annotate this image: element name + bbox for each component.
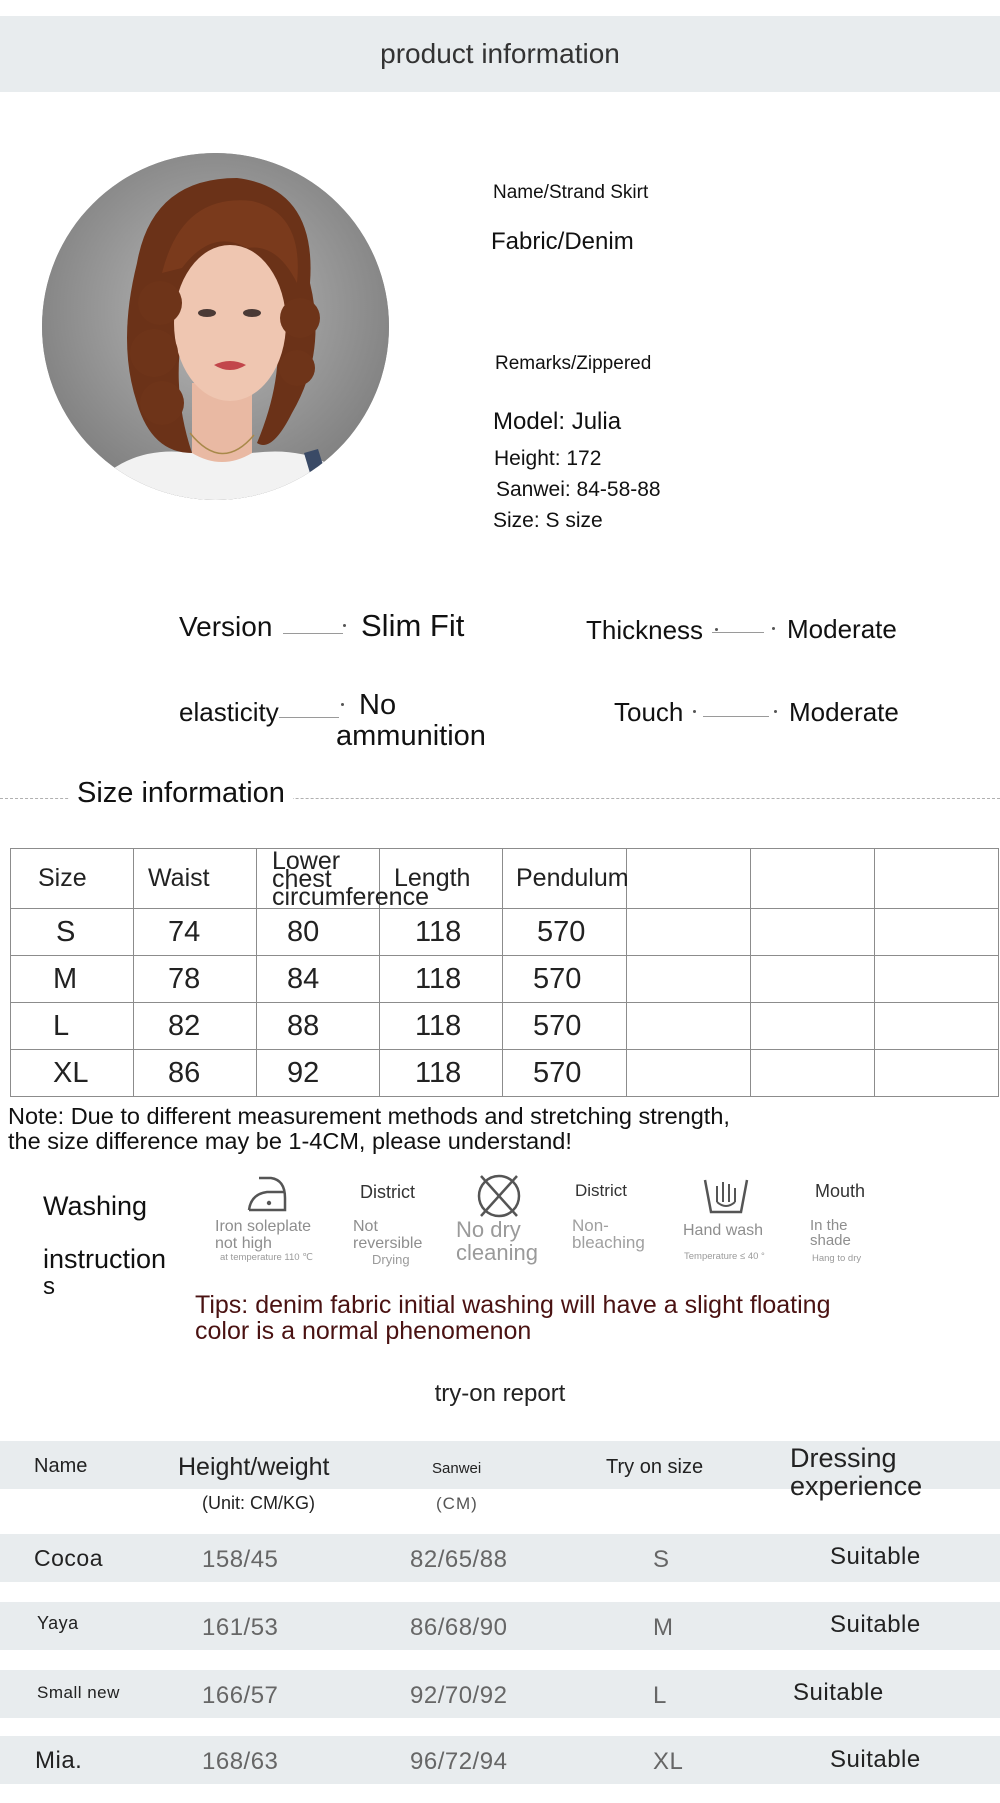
tryon-col-height-weight: Height/weight <box>178 1453 330 1481</box>
model-portrait <box>42 153 389 500</box>
wash-sub-iron: at temperature 110 ℃ <box>220 1252 313 1263</box>
version-value: Slim Fit <box>361 608 465 643</box>
tryon-experience: Suitable <box>830 1611 921 1638</box>
table-row <box>11 956 999 1003</box>
length-cell: 118 <box>380 909 503 956</box>
table-row <box>11 1003 999 1050</box>
empty-cell <box>627 909 751 956</box>
wash-label-line: Iron soleplate <box>215 1218 312 1235</box>
empty-cell <box>751 956 875 1003</box>
elasticity-value-line2: ammunition <box>336 720 486 752</box>
divider <box>279 717 339 718</box>
divider-dot <box>693 710 696 713</box>
tryon-col-sanwei-unit: (CM) <box>436 1494 478 1513</box>
washing-heading-line1: Washing <box>43 1191 148 1221</box>
tryon-experience: Suitable <box>793 1679 884 1706</box>
hand-wash-icon <box>701 1172 751 1221</box>
tryon-sanwei: 86/68/90 <box>410 1614 508 1641</box>
tryon-size: S <box>653 1546 670 1573</box>
divider <box>712 632 764 633</box>
empty-cell <box>875 909 999 956</box>
wash-title-district: District <box>360 1182 415 1202</box>
tryon-size: L <box>653 1682 667 1709</box>
tryon-name: Yaya <box>37 1613 79 1633</box>
wash-label-iron <box>215 1218 311 1252</box>
tryon-col-experience-line: experience <box>790 1471 923 1501</box>
empty-cell <box>627 1050 751 1097</box>
tryon-name: Small new <box>37 1683 120 1702</box>
tryon-name: Mia. <box>35 1747 83 1774</box>
table-row <box>11 909 999 956</box>
waist-cell: 82 <box>134 1003 257 1050</box>
empty-cell <box>751 1003 875 1050</box>
model-sanwei: Sanwei: 84-58-88 <box>496 478 661 501</box>
wash-label-line: In the <box>810 1217 848 1234</box>
waist-cell: 78 <box>134 956 257 1003</box>
tryon-experience: Suitable <box>830 1543 921 1570</box>
tryon-col-experience <box>790 1444 922 1500</box>
table-row <box>11 1050 999 1097</box>
size-info-title: Size information <box>69 777 293 810</box>
tryon-title: try-on report <box>434 1380 566 1407</box>
wash-sub-hang-to-dry: Hang to dry <box>812 1253 862 1264</box>
tryon-height-weight: 158/45 <box>202 1546 279 1573</box>
wash-label-line: No dry <box>456 1217 521 1242</box>
product-fabric: Fabric/Denim <box>491 228 634 255</box>
chest-cell: 92 <box>257 1050 380 1097</box>
wash-label-line: cleaning <box>456 1240 538 1265</box>
wash-title-district: District <box>575 1181 627 1200</box>
tryon-sanwei: 96/72/94 <box>410 1748 508 1775</box>
empty-cell <box>627 956 751 1003</box>
touch-value: Moderate <box>789 697 899 727</box>
tryon-experience: Suitable <box>830 1746 921 1773</box>
product-remarks: Remarks/Zippered <box>495 353 652 374</box>
size-cell: XL <box>11 1050 134 1097</box>
tryon-col-experience-line: Dressing <box>790 1443 897 1473</box>
divider-dot <box>341 703 344 706</box>
tryon-size: M <box>653 1614 674 1641</box>
version-label: Version <box>179 611 273 642</box>
wash-label-not-reversible <box>353 1218 422 1252</box>
tryon-size: XL <box>653 1748 684 1775</box>
empty-cell <box>751 849 875 909</box>
waist-cell: 86 <box>134 1050 257 1097</box>
length-cell: 118 <box>380 956 503 1003</box>
divider <box>283 633 343 634</box>
tryon-sanwei: 82/65/88 <box>410 1546 508 1573</box>
washing-tips-line2: color is a normal phenomenon <box>195 1317 532 1345</box>
divider-dot <box>343 624 346 627</box>
wash-label-hand-wash: Hand wash <box>683 1222 764 1239</box>
size-cell: L <box>11 1003 134 1050</box>
thickness-label: Thickness <box>586 615 704 645</box>
washing-heading-line2: instruction <box>43 1244 167 1274</box>
wash-label-line: Not <box>353 1218 378 1235</box>
chest-cell: 84 <box>257 956 380 1003</box>
divider <box>703 716 769 717</box>
divider-dot <box>772 627 775 630</box>
washing-tips-line1: Tips: denim fabric initial washing will have a slight floating <box>195 1291 831 1319</box>
model-height: Height: 172 <box>494 447 602 470</box>
washing-tips <box>195 1292 831 1344</box>
empty-cell <box>627 849 751 909</box>
col-header-waist: Waist <box>134 849 257 909</box>
chest-cell: 80 <box>257 909 380 956</box>
wash-title-mouth: Mouth <box>815 1181 866 1201</box>
pendulum-cell: 570 <box>503 1003 627 1050</box>
wash-label-line: reversible <box>353 1235 423 1252</box>
model-name: Model: Julia <box>493 408 622 435</box>
elasticity-label: elasticity <box>179 697 279 727</box>
pendulum-cell: 570 <box>503 909 627 956</box>
elasticity-value-line1: No <box>359 689 397 721</box>
wash-sub-temperature: Temperature ≤ 40 ° <box>684 1251 765 1262</box>
size-note-line2: the size difference may be 1-4CM, please understand! <box>8 1128 572 1154</box>
col-header-size: Size <box>11 849 134 909</box>
pendulum-cell: 570 <box>503 1050 627 1097</box>
wash-label-no-dry-cleaning <box>456 1218 538 1264</box>
empty-cell <box>751 1050 875 1097</box>
tryon-sanwei: 92/70/92 <box>410 1682 508 1709</box>
tryon-name: Cocoa <box>34 1545 103 1571</box>
col-header-lower-chest: Lower chest circumference <box>257 849 380 909</box>
tryon-col-name: Name <box>34 1455 88 1477</box>
wash-label-line: shade <box>810 1232 851 1249</box>
tryon-height-weight: 166/57 <box>202 1682 279 1709</box>
tryon-height-weight: 161/53 <box>202 1614 279 1641</box>
tryon-col-sanwei: Sanwei <box>432 1460 482 1477</box>
washing-heading-line3: s <box>43 1273 55 1300</box>
wash-label-line: Non- <box>572 1216 609 1235</box>
thickness-value: Moderate <box>787 614 897 644</box>
tryon-col-size: Try on size <box>606 1456 704 1478</box>
size-cell: M <box>11 956 134 1003</box>
wash-label-line: bleaching <box>572 1233 645 1252</box>
page-title: product information <box>380 38 620 69</box>
divider-dot <box>715 628 718 631</box>
waist-cell: 74 <box>134 909 257 956</box>
empty-cell <box>875 1003 999 1050</box>
wash-label-in-the-shade <box>810 1218 851 1248</box>
size-table-header <box>11 849 999 909</box>
col-header-pendulum: Pendulum <box>503 849 627 909</box>
model-size: Size: S size <box>493 509 603 532</box>
iron-icon <box>245 1172 289 1221</box>
model-photo-illustration <box>42 153 389 500</box>
empty-cell <box>875 849 999 909</box>
wash-label-non-bleaching <box>572 1217 645 1251</box>
tryon-height-weight: 168/63 <box>202 1748 279 1775</box>
size-note-line1: Note: Due to different measurement methods and stretching strength, <box>8 1103 730 1129</box>
empty-cell <box>751 909 875 956</box>
tryon-col-height-weight-unit: (Unit: CM/KG) <box>202 1493 316 1513</box>
empty-cell <box>875 956 999 1003</box>
chest-cell: 88 <box>257 1003 380 1050</box>
wash-sub-drying: Drying <box>372 1252 410 1267</box>
pendulum-cell: 570 <box>503 956 627 1003</box>
size-note <box>8 1104 730 1154</box>
wash-label-line: not high <box>215 1235 272 1252</box>
size-cell: S <box>11 909 134 956</box>
length-cell: 118 <box>380 1003 503 1050</box>
touch-label: Touch <box>614 697 684 727</box>
product-name: Name/Strand Skirt <box>493 182 649 203</box>
length-cell: 118 <box>380 1050 503 1097</box>
empty-cell <box>875 1050 999 1097</box>
col-header-length: Length <box>380 849 503 909</box>
divider-dot <box>774 710 777 713</box>
empty-cell <box>627 1003 751 1050</box>
size-table <box>10 848 999 1097</box>
